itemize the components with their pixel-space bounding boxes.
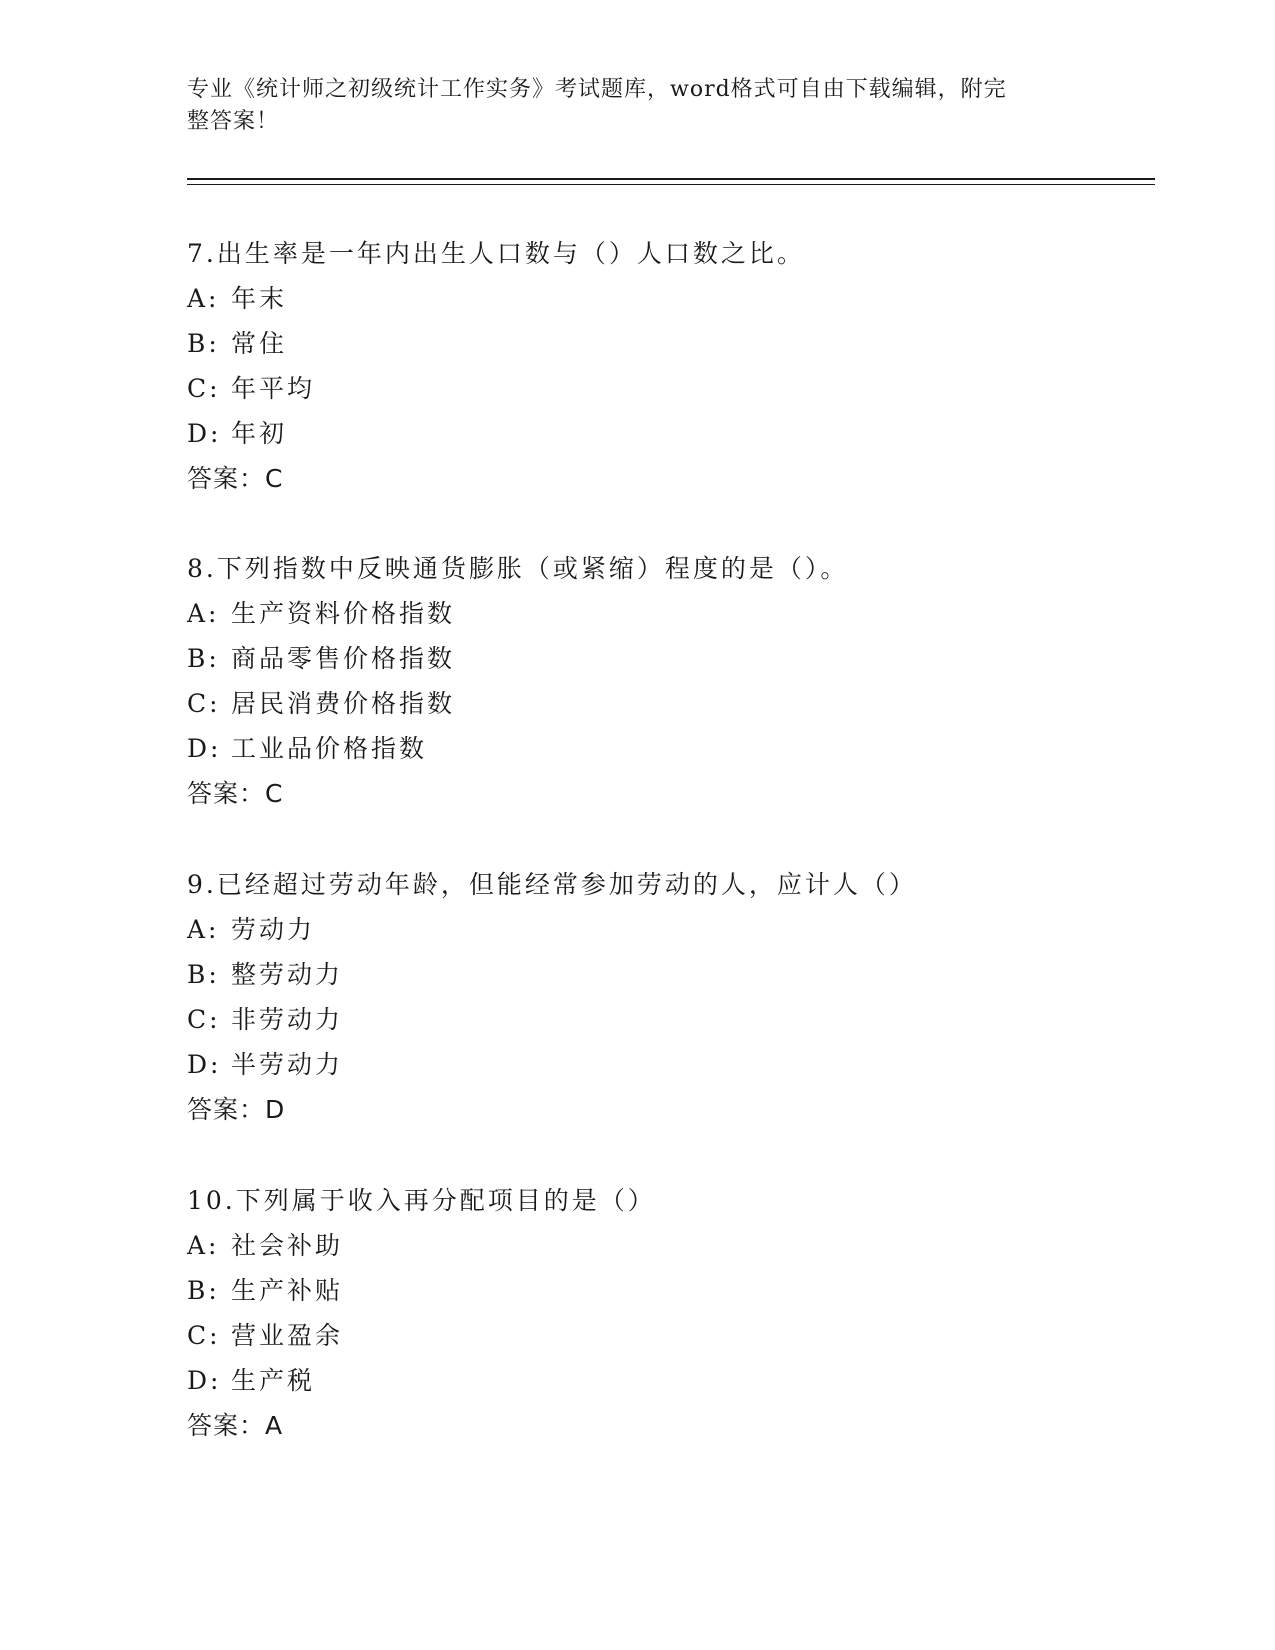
option-a <box>187 1223 1155 1268</box>
option-letter: B: <box>187 644 220 673</box>
option-letter: A: <box>187 915 220 944</box>
option-letter: D: <box>187 734 222 763</box>
option-c <box>187 681 1155 726</box>
option-d <box>187 1042 1155 1087</box>
option-text: 年初 <box>231 419 288 448</box>
option-d <box>187 411 1155 456</box>
option-letter: A: <box>187 599 220 628</box>
header-divider-thin <box>187 184 1155 185</box>
option-text: 劳动力 <box>231 915 316 944</box>
option-letter: C: <box>187 1321 221 1350</box>
header-line-1: 专业《统计师之初级统计工作实务》考试题库，word格式可自由下载编辑，附完 <box>187 77 1007 102</box>
answer-line: 答案：D <box>187 1095 286 1124</box>
option-text: 生产资料价格指数 <box>231 599 456 628</box>
option-letter: C: <box>187 374 221 403</box>
option-text: 营业盈余 <box>231 1321 344 1350</box>
question-stem: 10.下列属于收入再分配项目的是（） <box>187 1186 656 1215</box>
option-text: 常住 <box>231 329 288 358</box>
option-text: 居民消费价格指数 <box>231 689 456 718</box>
option-letter: B: <box>187 1276 220 1305</box>
question-9 <box>187 862 1155 1132</box>
option-a <box>187 591 1155 636</box>
option-text: 工业品价格指数 <box>231 734 428 763</box>
option-b <box>187 952 1155 997</box>
option-a <box>187 907 1155 952</box>
document-header <box>187 74 1087 138</box>
question-8 <box>187 546 1155 816</box>
header-line-2: 整答案！ <box>187 109 280 134</box>
option-text: 年平均 <box>231 374 316 403</box>
answer-line: 答案：C <box>187 779 284 808</box>
option-letter: B: <box>187 960 220 989</box>
option-letter: A: <box>187 1231 220 1260</box>
question-stem: 9.已经超过劳动年龄，但能经常参加劳动的人，应计人（） <box>187 870 917 899</box>
option-letter: D: <box>187 1366 222 1395</box>
option-letter: D: <box>187 1050 222 1079</box>
option-a <box>187 276 1155 321</box>
option-c <box>187 1313 1155 1358</box>
option-text: 非劳动力 <box>231 1005 344 1034</box>
option-letter: C: <box>187 689 221 718</box>
answer-line: 答案：A <box>187 1411 284 1440</box>
option-b <box>187 636 1155 681</box>
option-letter: A: <box>187 284 220 313</box>
option-c <box>187 997 1155 1042</box>
option-b <box>187 321 1155 366</box>
option-letter: B: <box>187 329 220 358</box>
option-text: 生产税 <box>231 1366 316 1395</box>
option-text: 社会补助 <box>231 1231 344 1260</box>
option-text: 生产补贴 <box>231 1276 344 1305</box>
option-text: 半劳动力 <box>231 1050 344 1079</box>
option-text: 年末 <box>231 284 288 313</box>
question-10 <box>187 1178 1155 1448</box>
option-c <box>187 366 1155 411</box>
answer-line: 答案：C <box>187 464 284 493</box>
option-text: 整劳动力 <box>231 960 344 989</box>
question-stem: 8.下列指数中反映通货膨胀（或紧缩）程度的是（）。 <box>187 554 849 583</box>
question-7 <box>187 231 1155 501</box>
option-letter: D: <box>187 419 222 448</box>
header-divider-thick <box>187 178 1155 180</box>
option-d <box>187 1358 1155 1403</box>
option-text: 商品零售价格指数 <box>231 644 456 673</box>
question-stem: 7.出生率是一年内出生人口数与（）人口数之比。 <box>187 239 805 268</box>
option-letter: C: <box>187 1005 221 1034</box>
option-d <box>187 726 1155 771</box>
option-b <box>187 1268 1155 1313</box>
